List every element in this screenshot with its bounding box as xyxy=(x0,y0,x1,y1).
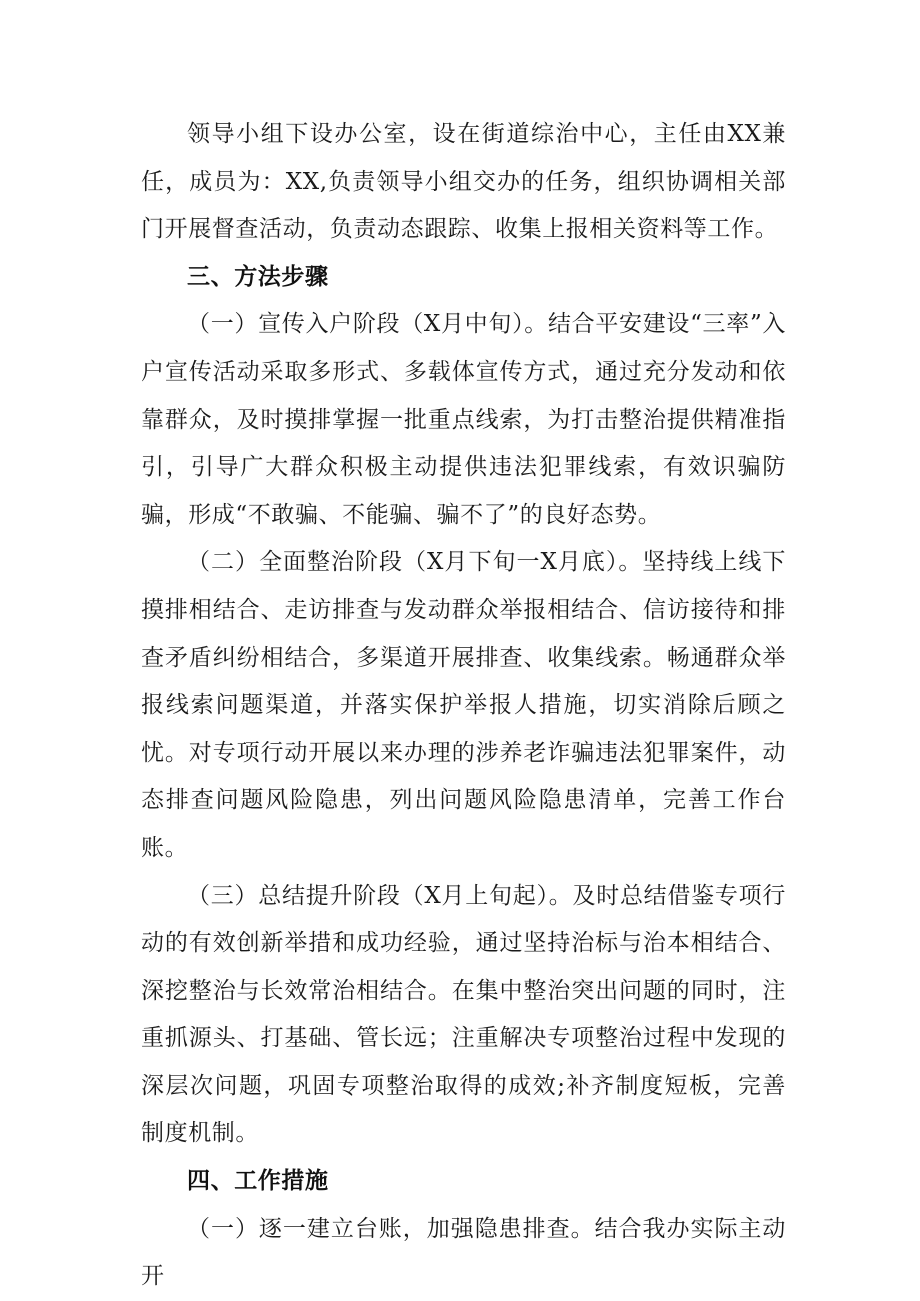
section-heading-measures: 四、工作措施 xyxy=(187,1168,329,1195)
section-heading-methods: 三、方法步骤 xyxy=(187,263,329,290)
paragraph-step-rectification: （二）全面整治阶段（X月下旬一X月底）。坚持线上线下摸排相结合、走访排查与发动群众举报相结合、信访接待和排查矛盾纠纷相结合，多渠道开展排查、收集线索。畅通群众举报线索问题渠道，并落实保护举报人措施，切实消除后顾之忧。对专项行动开展以来办理的涉养老诈骗违法犯罪案件，动态排查问题风险隐患，列出问题风险隐患清单，完善工作台账。 xyxy=(141,549,786,861)
paragraph-step-summary: （三）总结提升阶段（X月上旬起）。及时总结借鉴专项行动的有效创新举措和成功经验，通过坚持治标与治本相结合、深挖整治与长效常治相结合。在集中整治突出问题的同时，注重抓源头、打基础、管长远；注重解决专项整治过程中发现的深层次问题，巩固专项整治取得的成效;补齐制度短板，完善制度机制。 xyxy=(141,882,786,1147)
document-body xyxy=(141,111,786,1301)
paragraph-measure-ledger: （一）逐一建立台账，加强隐患排查。结合我办实际主动开 xyxy=(141,1215,786,1290)
paragraph-office-setup: 领导小组下设办公室，设在街道综治中心，主任由XX兼任，成员为：XX,负责领导小组交办的任务，组织协调相关部门开展督查活动，负责动态跟踪、收集上报相关资料等工作。 xyxy=(141,121,786,243)
paragraph-step-publicity: （一）宣传入户阶段（X月中旬）。结合平安建设“三率”入户宣传活动采取多形式、多载体宣传方式，通过充分发动和依靠群众，及时摸排掌握一批重点线索，为打击整治提供精准指引，引导广大群众积极主动提供违法犯罪线索，有效识骗防骗，形成“不敢骗、不能骗、骗不了”的良好态势。 xyxy=(141,311,786,528)
